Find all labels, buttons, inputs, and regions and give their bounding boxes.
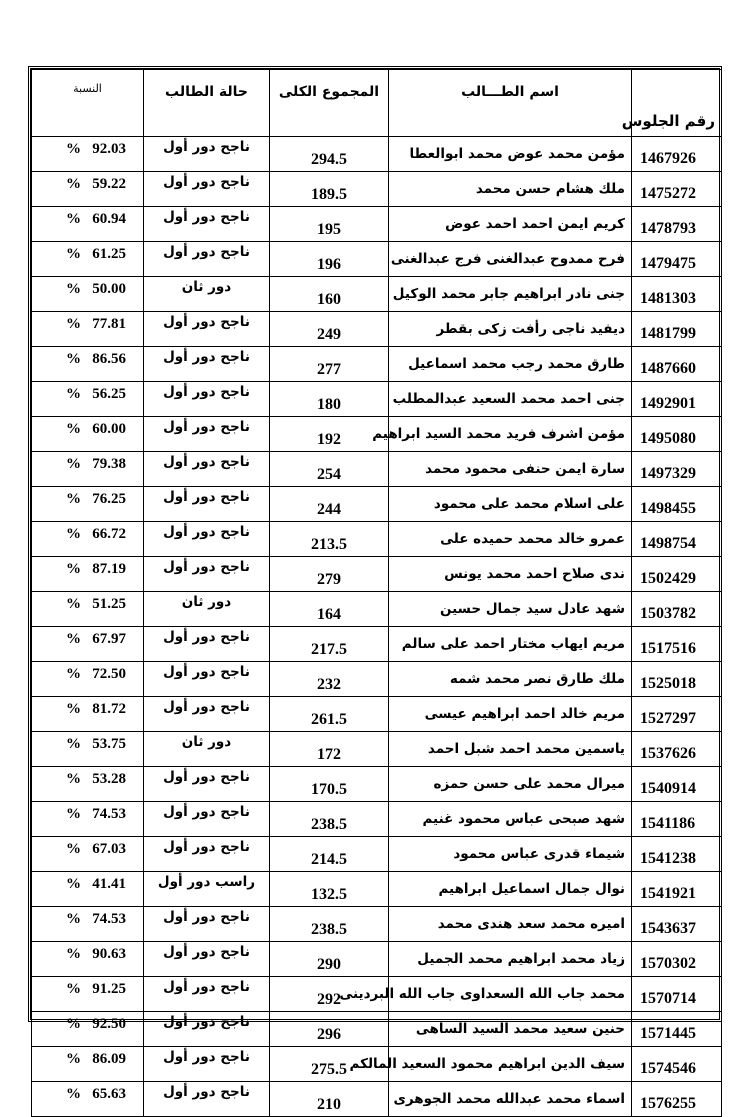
student-name-cell: حنين سعيد محمد السيد الساهى bbox=[389, 1012, 632, 1047]
student-name-cell: ديفيد ناجى رأفت زكى بقطر bbox=[389, 312, 632, 347]
student-status-cell: ناجح دور أول bbox=[144, 382, 270, 417]
total-score-cell: 254 bbox=[270, 452, 389, 487]
percent-sign: % bbox=[66, 596, 81, 612]
table-row bbox=[32, 732, 722, 767]
total-score-cell: 170.5 bbox=[270, 767, 389, 802]
percentage-value: 87.19 bbox=[92, 561, 126, 577]
total-score-cell: 210 bbox=[270, 1082, 389, 1117]
percent-sign: % bbox=[66, 561, 81, 577]
percentage-value: 74.53 bbox=[92, 911, 126, 927]
total-score-cell: 294.5 bbox=[270, 137, 389, 172]
percentage-value: 51.25 bbox=[92, 596, 126, 612]
seat-number-cell: 1498455 bbox=[632, 487, 722, 522]
seat-number-cell: 1543637 bbox=[632, 907, 722, 942]
student-status-cell: ناجح دور أول bbox=[144, 1082, 270, 1117]
seat-number-cell: 1537626 bbox=[632, 732, 722, 767]
student-status-cell: ناجح دور أول bbox=[144, 522, 270, 557]
percentage-value: 61.25 bbox=[92, 246, 126, 262]
percentage-cell bbox=[32, 417, 144, 452]
total-score-cell: 195 bbox=[270, 207, 389, 242]
student-status-cell: راسب دور أول bbox=[144, 872, 270, 907]
percentage-value: 79.38 bbox=[92, 456, 126, 472]
table-row bbox=[32, 942, 722, 977]
percentage-cell bbox=[32, 452, 144, 487]
percentage-cell bbox=[32, 1012, 144, 1047]
percent-sign: % bbox=[66, 456, 81, 472]
table-row bbox=[32, 452, 722, 487]
percentage-cell bbox=[32, 487, 144, 522]
percent-sign: % bbox=[66, 771, 81, 787]
percentage-value: 60.94 bbox=[92, 211, 126, 227]
percent-sign: % bbox=[66, 211, 81, 227]
percentage-cell bbox=[32, 312, 144, 347]
student-name-cell: جنى احمد محمد السعيد عبدالمطلب bbox=[389, 382, 632, 417]
table-row bbox=[32, 977, 722, 1012]
percentage-cell bbox=[32, 767, 144, 802]
table-body bbox=[32, 137, 722, 1117]
student-name-cell: شهد عادل سيد جمال حسين bbox=[389, 592, 632, 627]
percentage-cell bbox=[32, 732, 144, 767]
seat-number-cell: 1502429 bbox=[632, 557, 722, 592]
percent-sign: % bbox=[66, 666, 81, 682]
total-score-cell: 172 bbox=[270, 732, 389, 767]
header-row bbox=[32, 70, 722, 137]
percent-sign: % bbox=[66, 876, 81, 892]
student-name-cell: اميره محمد سعد هندى محمد bbox=[389, 907, 632, 942]
student-status-cell: ناجح دور أول bbox=[144, 557, 270, 592]
results-table bbox=[31, 69, 722, 1117]
percent-sign: % bbox=[66, 981, 81, 997]
percentage-cell bbox=[32, 1082, 144, 1117]
seat-number-cell: 1479475 bbox=[632, 242, 722, 277]
student-status-cell: دور ثان bbox=[144, 732, 270, 767]
percentage-value: 77.81 bbox=[92, 316, 126, 332]
total-score-cell: 189.5 bbox=[270, 172, 389, 207]
student-status-cell: ناجح دور أول bbox=[144, 487, 270, 522]
percent-sign: % bbox=[66, 946, 81, 962]
percentage-cell bbox=[32, 977, 144, 1012]
student-status-cell: ناجح دور أول bbox=[144, 417, 270, 452]
header-total-score: المجموع الكلى bbox=[270, 70, 389, 137]
table-row bbox=[32, 592, 722, 627]
percentage-cell bbox=[32, 662, 144, 697]
percentage-value: 67.03 bbox=[92, 841, 126, 857]
percent-sign: % bbox=[66, 421, 81, 437]
total-score-cell: 296 bbox=[270, 1012, 389, 1047]
seat-number-cell: 1571445 bbox=[632, 1012, 722, 1047]
student-status-cell: ناجح دور أول bbox=[144, 662, 270, 697]
percentage-value: 81.72 bbox=[92, 701, 126, 717]
percentage-cell bbox=[32, 242, 144, 277]
student-name-cell: سيف الدين ابراهيم محمود السعيد المالكم bbox=[389, 1047, 632, 1082]
percentage-value: 67.97 bbox=[92, 631, 126, 647]
student-status-cell: ناجح دور أول bbox=[144, 172, 270, 207]
seat-number-cell: 1525018 bbox=[632, 662, 722, 697]
percentage-value: 60.00 bbox=[92, 421, 126, 437]
table-row bbox=[32, 1047, 722, 1082]
percentage-cell bbox=[32, 872, 144, 907]
total-score-cell: 238.5 bbox=[270, 802, 389, 837]
total-score-cell: 261.5 bbox=[270, 697, 389, 732]
student-name-cell: طارق محمد رجب محمد اسماعيل bbox=[389, 347, 632, 382]
percentage-cell bbox=[32, 557, 144, 592]
student-name-cell: محمد جاب الله السعداوى جاب الله البردينى bbox=[389, 977, 632, 1012]
percentage-cell bbox=[32, 907, 144, 942]
header-percentage: النسبة bbox=[32, 70, 144, 137]
student-status-cell: ناجح دور أول bbox=[144, 207, 270, 242]
table-row bbox=[32, 1012, 722, 1047]
seat-number-cell: 1495080 bbox=[632, 417, 722, 452]
total-score-cell: 292 bbox=[270, 977, 389, 1012]
percentage-cell bbox=[32, 697, 144, 732]
student-name-cell: جنى نادر ابراهيم جابر محمد الوكيل bbox=[389, 277, 632, 312]
table-row bbox=[32, 802, 722, 837]
seat-number-cell: 1503782 bbox=[632, 592, 722, 627]
seat-number-cell: 1576255 bbox=[632, 1082, 722, 1117]
student-name-cell: ملك طارق نصر محمد شمه bbox=[389, 662, 632, 697]
percent-sign: % bbox=[66, 316, 81, 332]
percent-sign: % bbox=[66, 351, 81, 367]
percent-sign: % bbox=[66, 176, 81, 192]
total-score-cell: 164 bbox=[270, 592, 389, 627]
percentage-cell bbox=[32, 837, 144, 872]
total-score-cell: 238.5 bbox=[270, 907, 389, 942]
total-score-cell: 279 bbox=[270, 557, 389, 592]
seat-number-cell: 1541921 bbox=[632, 872, 722, 907]
student-status-cell: ناجح دور أول bbox=[144, 1012, 270, 1047]
seat-number-cell: 1492901 bbox=[632, 382, 722, 417]
percentage-value: 56.25 bbox=[92, 386, 126, 402]
table-row bbox=[32, 557, 722, 592]
percentage-value: 41.41 bbox=[92, 876, 126, 892]
student-name-cell: نوال جمال اسماعيل ابراهيم bbox=[389, 872, 632, 907]
percentage-value: 65.63 bbox=[92, 1086, 126, 1102]
percent-sign: % bbox=[66, 141, 81, 157]
percent-sign: % bbox=[66, 526, 81, 542]
student-status-cell: ناجح دور أول bbox=[144, 1047, 270, 1082]
percent-sign: % bbox=[66, 1016, 81, 1032]
student-name-cell: مريم خالد احمد ابراهيم عيسى bbox=[389, 697, 632, 732]
table-row bbox=[32, 242, 722, 277]
student-status-cell: ناجح دور أول bbox=[144, 242, 270, 277]
total-score-cell: 214.5 bbox=[270, 837, 389, 872]
percentage-value: 91.25 bbox=[92, 981, 126, 997]
student-name-cell: على اسلام محمد على محمود bbox=[389, 487, 632, 522]
percentage-value: 76.25 bbox=[92, 491, 126, 507]
total-score-cell: 232 bbox=[270, 662, 389, 697]
percentage-cell bbox=[32, 382, 144, 417]
table-row bbox=[32, 172, 722, 207]
percent-sign: % bbox=[66, 911, 81, 927]
total-score-cell: 249 bbox=[270, 312, 389, 347]
student-status-cell: ناجح دور أول bbox=[144, 627, 270, 662]
total-score-cell: 132.5 bbox=[270, 872, 389, 907]
seat-number-cell: 1541238 bbox=[632, 837, 722, 872]
percentage-cell bbox=[32, 207, 144, 242]
table-row bbox=[32, 662, 722, 697]
student-status-cell: ناجح دور أول bbox=[144, 907, 270, 942]
seat-number-cell: 1570302 bbox=[632, 942, 722, 977]
student-name-cell: فرح ممدوح عبدالغنى فرج عبدالغنى bbox=[389, 242, 632, 277]
percentage-cell bbox=[32, 347, 144, 382]
percent-sign: % bbox=[66, 246, 81, 262]
student-status-cell: ناجح دور أول bbox=[144, 977, 270, 1012]
student-name-cell: مريم ايهاب مختار احمد على سالم bbox=[389, 627, 632, 662]
table-row bbox=[32, 487, 722, 522]
percentage-cell bbox=[32, 277, 144, 312]
seat-number-cell: 1570714 bbox=[632, 977, 722, 1012]
seat-number-cell: 1481303 bbox=[632, 277, 722, 312]
total-score-cell: 244 bbox=[270, 487, 389, 522]
percentage-cell bbox=[32, 137, 144, 172]
seat-number-cell: 1527297 bbox=[632, 697, 722, 732]
percentage-cell bbox=[32, 627, 144, 662]
percentage-value: 86.56 bbox=[92, 351, 126, 367]
table-row bbox=[32, 207, 722, 242]
total-score-cell: 290 bbox=[270, 942, 389, 977]
table-row bbox=[32, 907, 722, 942]
table-row bbox=[32, 767, 722, 802]
student-name-cell: ندى صلاح احمد محمد يونس bbox=[389, 557, 632, 592]
total-score-cell: 180 bbox=[270, 382, 389, 417]
percent-sign: % bbox=[66, 806, 81, 822]
percent-sign: % bbox=[66, 1051, 81, 1067]
student-status-cell: دور ثان bbox=[144, 592, 270, 627]
percent-sign: % bbox=[66, 491, 81, 507]
percentage-value: 72.50 bbox=[92, 666, 126, 682]
percentage-cell bbox=[32, 942, 144, 977]
student-status-cell: ناجح دور أول bbox=[144, 137, 270, 172]
percentage-value: 86.09 bbox=[92, 1051, 126, 1067]
total-score-cell: 277 bbox=[270, 347, 389, 382]
student-status-cell: ناجح دور أول bbox=[144, 802, 270, 837]
student-name-cell: مؤمن محمد عوض محمد ابوالعطا bbox=[389, 137, 632, 172]
table-row bbox=[32, 382, 722, 417]
header-student-name: اسم الطـــالب bbox=[389, 70, 632, 137]
header-student-status: حالة الطالب bbox=[144, 70, 270, 137]
percentage-cell bbox=[32, 1047, 144, 1082]
percentage-value: 50.00 bbox=[92, 281, 126, 297]
student-status-cell: ناجح دور أول bbox=[144, 942, 270, 977]
table-row bbox=[32, 697, 722, 732]
percent-sign: % bbox=[66, 386, 81, 402]
total-score-cell: 217.5 bbox=[270, 627, 389, 662]
student-name-cell: سارة ايمن حنفى محمود محمد bbox=[389, 452, 632, 487]
seat-number-cell: 1478793 bbox=[632, 207, 722, 242]
percent-sign: % bbox=[66, 736, 81, 752]
student-status-cell: دور ثان bbox=[144, 277, 270, 312]
student-status-cell: ناجح دور أول bbox=[144, 837, 270, 872]
percentage-cell bbox=[32, 802, 144, 837]
student-name-cell: شهد صبحى عباس محمود غنيم bbox=[389, 802, 632, 837]
percentage-value: 92.03 bbox=[92, 141, 126, 157]
table-row bbox=[32, 277, 722, 312]
student-name-cell: مؤمن اشرف فريد محمد السيد ابراهيم bbox=[389, 417, 632, 452]
student-status-cell: ناجح دور أول bbox=[144, 347, 270, 382]
student-status-cell: ناجح دور أول bbox=[144, 767, 270, 802]
percentage-value: 66.72 bbox=[92, 526, 126, 542]
student-name-cell: كريم ايمن احمد احمد عوض bbox=[389, 207, 632, 242]
student-name-cell: ملك هشام حسن محمد bbox=[389, 172, 632, 207]
student-status-cell: ناجح دور أول bbox=[144, 452, 270, 487]
results-table-frame bbox=[28, 66, 722, 1113]
table-row bbox=[32, 312, 722, 347]
seat-number-cell: 1517516 bbox=[632, 627, 722, 662]
percentage-cell bbox=[32, 522, 144, 557]
student-status-cell: ناجح دور أول bbox=[144, 312, 270, 347]
seat-number-cell: 1574546 bbox=[632, 1047, 722, 1082]
seat-number-cell: 1487660 bbox=[632, 347, 722, 382]
percentage-value: 53.75 bbox=[92, 736, 126, 752]
student-name-cell: ميرال محمد على حسن حمزه bbox=[389, 767, 632, 802]
table-row bbox=[32, 522, 722, 557]
student-name-cell: شيماء قدرى عباس محمود bbox=[389, 837, 632, 872]
table-row bbox=[32, 627, 722, 662]
student-status-cell: ناجح دور أول bbox=[144, 697, 270, 732]
header-seat-number: رقم الجلوس bbox=[632, 70, 722, 137]
student-name-cell: اسماء محمد عبدالله محمد الجوهرى bbox=[389, 1082, 632, 1117]
table-row bbox=[32, 137, 722, 172]
percentage-value: 53.28 bbox=[92, 771, 126, 787]
percentage-cell bbox=[32, 172, 144, 207]
percent-sign: % bbox=[66, 281, 81, 297]
seat-number-cell: 1540914 bbox=[632, 767, 722, 802]
percent-sign: % bbox=[66, 631, 81, 647]
percent-sign: % bbox=[66, 701, 81, 717]
seat-number-cell: 1497329 bbox=[632, 452, 722, 487]
percentage-value: 92.50 bbox=[92, 1016, 126, 1032]
total-score-cell: 160 bbox=[270, 277, 389, 312]
percentage-value: 74.53 bbox=[92, 806, 126, 822]
student-name-cell: ياسمين محمد احمد شبل احمد bbox=[389, 732, 632, 767]
table-row bbox=[32, 872, 722, 907]
seat-number-cell: 1498754 bbox=[632, 522, 722, 557]
total-score-cell: 192 bbox=[270, 417, 389, 452]
table-row bbox=[32, 837, 722, 872]
percentage-cell bbox=[32, 592, 144, 627]
percent-sign: % bbox=[66, 841, 81, 857]
student-name-cell: زياد محمد ابراهيم محمد الجميل bbox=[389, 942, 632, 977]
percentage-value: 90.63 bbox=[92, 946, 126, 962]
seat-number-cell: 1481799 bbox=[632, 312, 722, 347]
seat-number-cell: 1541186 bbox=[632, 802, 722, 837]
student-name-cell: عمرو خالد محمد حميده على bbox=[389, 522, 632, 557]
seat-number-cell: 1475272 bbox=[632, 172, 722, 207]
total-score-cell: 196 bbox=[270, 242, 389, 277]
table-row bbox=[32, 417, 722, 452]
total-score-cell: 275.5 bbox=[270, 1047, 389, 1082]
percentage-value: 59.22 bbox=[92, 176, 126, 192]
percent-sign: % bbox=[66, 1086, 81, 1102]
total-score-cell: 213.5 bbox=[270, 522, 389, 557]
table-header bbox=[32, 70, 722, 137]
seat-number-cell: 1467926 bbox=[632, 137, 722, 172]
table-row bbox=[32, 347, 722, 382]
table-row bbox=[32, 1082, 722, 1117]
